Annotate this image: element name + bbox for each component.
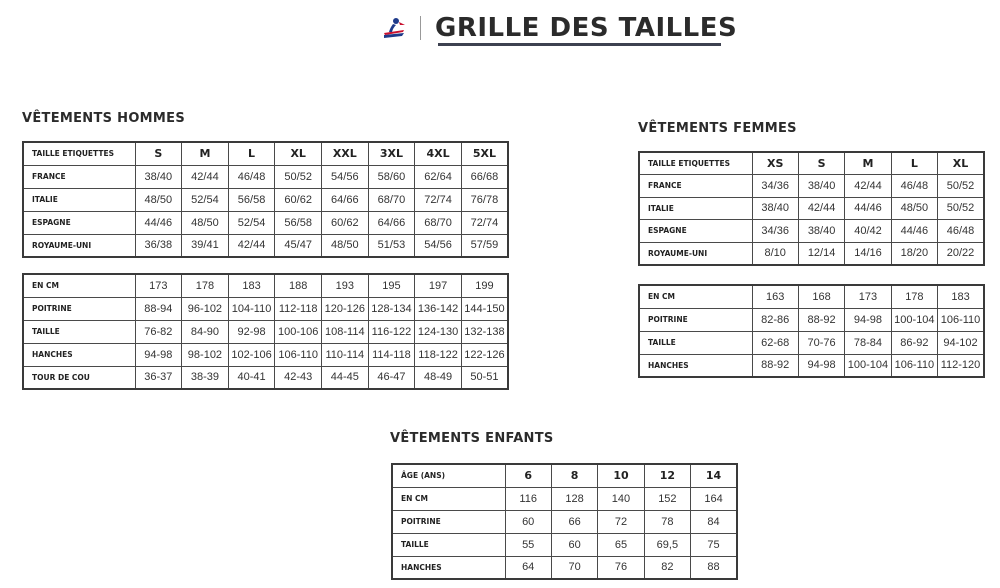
table-cell: 48-49 (415, 366, 462, 389)
table-cell: 60 (551, 533, 597, 556)
table-cell: 40-41 (228, 366, 275, 389)
table-row (23, 274, 508, 297)
table-cell: 110-114 (322, 343, 369, 366)
table-cell: 124-130 (415, 320, 462, 343)
table-cell: 122-126 (461, 343, 508, 366)
column-header: XL (938, 152, 984, 175)
column-header: 5XL (461, 142, 508, 165)
table-row (639, 175, 984, 198)
table-cell: 152 (644, 487, 690, 510)
table-cell: 38/40 (798, 175, 844, 198)
table-cell: 56/58 (228, 188, 275, 211)
table-cell: 45/47 (275, 234, 322, 257)
table-cell: 144-150 (461, 297, 508, 320)
table-cell: 60/62 (275, 188, 322, 211)
table-cell: 98-102 (182, 343, 229, 366)
table-cell: 65 (598, 533, 644, 556)
table-row (23, 297, 508, 320)
table-cell: 38/40 (798, 220, 844, 243)
table-cell: 44/46 (135, 211, 182, 234)
table-cell: 136-142 (415, 297, 462, 320)
table-cell: 34/36 (752, 220, 798, 243)
table-cell: 100-106 (275, 320, 322, 343)
row-label: ITALIE (639, 197, 752, 220)
women-measures-table (638, 284, 985, 378)
women-section-title: VÊTEMENTS FEMMES (638, 121, 797, 136)
table-cell: 48/50 (322, 234, 369, 257)
row-label: HANCHES (639, 354, 752, 377)
table-cell: 58/60 (368, 165, 415, 188)
table-cell: 70 (551, 556, 597, 579)
table-cell: 36/38 (135, 234, 182, 257)
column-header: 10 (598, 464, 644, 487)
table-cell: 75 (691, 533, 737, 556)
table-cell: 112-120 (938, 354, 984, 377)
page-title: GRILLE DES TAILLES (435, 13, 738, 43)
table-cell: 128 (551, 487, 597, 510)
table-row (639, 220, 984, 243)
table-row (23, 366, 508, 389)
table-cell: 94-98 (798, 354, 844, 377)
kids-section-title: VÊTEMENTS ENFANTS (390, 431, 554, 446)
table-cell: 92-98 (228, 320, 275, 343)
column-header: L (228, 142, 275, 165)
table-cell: 188 (275, 274, 322, 297)
row-label: ESPAGNE (639, 220, 752, 243)
table-row (392, 510, 737, 533)
table-cell: 66/68 (461, 165, 508, 188)
table-cell: 183 (228, 274, 275, 297)
table-cell: 70-76 (798, 331, 844, 354)
table-cell: 54/56 (415, 234, 462, 257)
row-label: HANCHES (392, 556, 505, 579)
table-cell: 106-110 (891, 354, 937, 377)
column-header: XL (275, 142, 322, 165)
column-header: XXL (322, 142, 369, 165)
table-cell: 12/14 (798, 242, 844, 265)
table-cell: 104-110 (228, 297, 275, 320)
table-row (639, 331, 984, 354)
table-cell: 173 (135, 274, 182, 297)
table-cell: 102-106 (228, 343, 275, 366)
table-cell: 66 (551, 510, 597, 533)
table-row (23, 188, 508, 211)
row-label: TAILLE (639, 331, 752, 354)
table-cell: 88-94 (135, 297, 182, 320)
column-header: S (135, 142, 182, 165)
table-cell: 62-68 (752, 331, 798, 354)
table-cell: 114-118 (368, 343, 415, 366)
men-sizes-table (22, 141, 509, 258)
table-cell: 94-102 (938, 331, 984, 354)
column-header: 12 (644, 464, 690, 487)
table-cell: 76/78 (461, 188, 508, 211)
row-label: TAILLE (392, 533, 505, 556)
table-cell: 64 (505, 556, 551, 579)
table-row (639, 152, 984, 175)
table-cell: 39/41 (182, 234, 229, 257)
table-row (392, 464, 737, 487)
column-header: 8 (551, 464, 597, 487)
table-cell: 94-98 (845, 308, 891, 331)
table-cell: 20/22 (938, 242, 984, 265)
table-cell: 51/53 (368, 234, 415, 257)
table-cell: 50/52 (275, 165, 322, 188)
table-row (639, 285, 984, 308)
table-row (392, 533, 737, 556)
table-row (23, 142, 508, 165)
row-label: TAILLE ETIQUETTES (23, 142, 135, 165)
table-cell: 54/56 (322, 165, 369, 188)
row-label: TAILLE ETIQUETTES (639, 152, 752, 175)
table-row (639, 308, 984, 331)
column-header: M (182, 142, 229, 165)
table-cell: 197 (415, 274, 462, 297)
table-cell: 88-92 (752, 354, 798, 377)
table-cell: 116-122 (368, 320, 415, 343)
table-cell: 52/54 (182, 188, 229, 211)
table-cell: 112-118 (275, 297, 322, 320)
table-cell: 50/52 (938, 175, 984, 198)
table-cell: 72/74 (415, 188, 462, 211)
men-measures-table (22, 273, 509, 390)
table-cell: 118-122 (415, 343, 462, 366)
table-cell: 86-92 (891, 331, 937, 354)
row-label: ÂGE (ANS) (392, 464, 505, 487)
table-row (23, 343, 508, 366)
table-cell: 62/64 (415, 165, 462, 188)
table-cell: 106-110 (275, 343, 322, 366)
table-cell: 46/48 (228, 165, 275, 188)
table-row (23, 211, 508, 234)
table-cell: 100-104 (891, 308, 937, 331)
row-label: FRANCE (23, 165, 135, 188)
table-cell: 52/54 (228, 211, 275, 234)
table-row (23, 234, 508, 257)
table-row (392, 556, 737, 579)
column-header: M (845, 152, 891, 175)
table-cell: 84 (691, 510, 737, 533)
table-cell: 88-92 (798, 308, 844, 331)
table-cell: 106-110 (938, 308, 984, 331)
kids-size-table (391, 463, 738, 580)
table-cell: 82-86 (752, 308, 798, 331)
table-cell: 128-134 (368, 297, 415, 320)
women-sizes-table (638, 151, 985, 266)
table-cell: 69,5 (644, 533, 690, 556)
table-cell: 68/70 (415, 211, 462, 234)
table-cell: 88 (691, 556, 737, 579)
table-cell: 48/50 (135, 188, 182, 211)
table-cell: 78-84 (845, 331, 891, 354)
row-label: EN CM (23, 274, 135, 297)
table-row (639, 242, 984, 265)
table-cell: 14/16 (845, 242, 891, 265)
row-label: POITRINE (639, 308, 752, 331)
table-cell: 46/48 (938, 220, 984, 243)
table-cell: 193 (322, 274, 369, 297)
table-cell: 183 (938, 285, 984, 308)
table-cell: 38/40 (135, 165, 182, 188)
table-cell: 55 (505, 533, 551, 556)
column-header: 3XL (368, 142, 415, 165)
table-cell: 46/48 (891, 175, 937, 198)
column-header: S (798, 152, 844, 175)
column-header: L (891, 152, 937, 175)
row-label: POITRINE (23, 297, 135, 320)
table-cell: 42/44 (798, 197, 844, 220)
table-cell: 120-126 (322, 297, 369, 320)
table-cell: 42/44 (228, 234, 275, 257)
table-cell: 42-43 (275, 366, 322, 389)
table-cell: 78 (644, 510, 690, 533)
table-cell: 60/62 (322, 211, 369, 234)
table-cell: 56/58 (275, 211, 322, 234)
row-label: ROYAUME-UNI (639, 242, 752, 265)
table-cell: 38-39 (182, 366, 229, 389)
header-divider (420, 16, 421, 40)
table-cell: 100-104 (845, 354, 891, 377)
table-cell: 76-82 (135, 320, 182, 343)
table-cell: 164 (691, 487, 737, 510)
row-label: TOUR DE COU (23, 366, 135, 389)
row-label: EN CM (639, 285, 752, 308)
table-cell: 64/66 (368, 211, 415, 234)
table-cell: 68/70 (368, 188, 415, 211)
row-label: TAILLE (23, 320, 135, 343)
table-cell: 108-114 (322, 320, 369, 343)
men-section-title: VÊTEMENTS HOMMES (22, 111, 185, 126)
row-label: EN CM (392, 487, 505, 510)
table-cell: 36-37 (135, 366, 182, 389)
table-row (23, 320, 508, 343)
title-underline (438, 43, 721, 46)
table-cell: 72 (598, 510, 644, 533)
column-header: 14 (691, 464, 737, 487)
table-cell: 48/50 (182, 211, 229, 234)
table-cell: 84-90 (182, 320, 229, 343)
table-cell: 94-98 (135, 343, 182, 366)
table-cell: 82 (644, 556, 690, 579)
table-row (23, 165, 508, 188)
table-cell: 44/46 (845, 197, 891, 220)
table-cell: 96-102 (182, 297, 229, 320)
table-row (639, 354, 984, 377)
table-cell: 60 (505, 510, 551, 533)
row-label: ROYAUME-UNI (23, 234, 135, 257)
row-label: POITRINE (392, 510, 505, 533)
table-cell: 72/74 (461, 211, 508, 234)
table-cell: 163 (752, 285, 798, 308)
table-cell: 50/52 (938, 197, 984, 220)
table-cell: 173 (845, 285, 891, 308)
table-cell: 64/66 (322, 188, 369, 211)
table-cell: 42/44 (845, 175, 891, 198)
table-cell: 50-51 (461, 366, 508, 389)
table-cell: 42/44 (182, 165, 229, 188)
rooster-logo-icon (378, 13, 412, 43)
table-cell: 178 (182, 274, 229, 297)
table-cell: 18/20 (891, 242, 937, 265)
column-header: XS (752, 152, 798, 175)
table-cell: 8/10 (752, 242, 798, 265)
table-cell: 44/46 (891, 220, 937, 243)
row-label: ITALIE (23, 188, 135, 211)
table-cell: 195 (368, 274, 415, 297)
table-cell: 46-47 (368, 366, 415, 389)
table-row (639, 197, 984, 220)
table-cell: 34/36 (752, 175, 798, 198)
table-cell: 76 (598, 556, 644, 579)
table-cell: 116 (505, 487, 551, 510)
table-cell: 132-138 (461, 320, 508, 343)
table-cell: 38/40 (752, 197, 798, 220)
table-cell: 140 (598, 487, 644, 510)
table-cell: 199 (461, 274, 508, 297)
column-header: 6 (505, 464, 551, 487)
table-cell: 40/42 (845, 220, 891, 243)
row-label: FRANCE (639, 175, 752, 198)
table-cell: 48/50 (891, 197, 937, 220)
table-cell: 44-45 (322, 366, 369, 389)
table-cell: 178 (891, 285, 937, 308)
table-cell: 57/59 (461, 234, 508, 257)
column-header: 4XL (415, 142, 462, 165)
table-row (392, 487, 737, 510)
row-label: HANCHES (23, 343, 135, 366)
table-cell: 168 (798, 285, 844, 308)
row-label: ESPAGNE (23, 211, 135, 234)
page-header (378, 8, 737, 48)
